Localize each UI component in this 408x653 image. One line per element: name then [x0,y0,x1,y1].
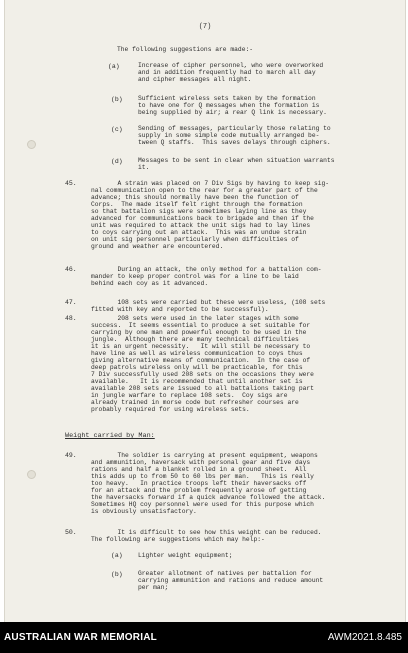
paragraph-line: available. It is recommended that until another set is [91,378,303,385]
paragraph-line: carrying by one man and powerful enough to be used in the [91,329,307,336]
paragraph-line: and ammunition, haversack with personal gear and five days [91,459,311,466]
suggestion-line: Lighter weight equipment; [138,552,233,559]
suggestion-line: being supplied by air; a rear Q link is necessary. [138,109,327,116]
paragraph-line: is obviously unsatisfactory. [91,508,197,515]
suggestion-line: and in addition frequently had to march all day [138,69,316,76]
suggestion-line: carrying ammunition and rations and reduce amount [138,577,324,584]
paragraph-number: 47. [65,299,77,306]
intro-text: The following suggestions are made:- [117,46,254,53]
section-heading: Weight carried by Man: [65,432,155,440]
suggestion-line: supply in some simple code mutually arranged be- [138,132,320,139]
suggestion-line: Increase of cipher personnel, who were overworked [138,62,324,69]
paragraph-line: have line as well as wireless communication to coys thus [91,350,303,357]
paragraph-line: A strain was placed on 7 Div Sigs by having to keep sig- [91,180,330,187]
suggestion-tag: (a) [108,63,120,70]
suggestion-tag: (b) [111,96,123,103]
archive-reference: AWM2021.8.485 [327,632,402,643]
paragraph-line: already trained in morse code but refresher courses are [91,399,299,406]
paragraph-line: fitted with key and reported to be successful). [91,306,269,313]
archive-footer-bar [0,622,408,653]
paragraph-line: in jungle warfare to replace 108 sets. Coy sigs are [91,392,288,399]
suggestion-tag: (b) [111,571,123,578]
paragraph-line: so that battalion sigs were sometimes laying line as they [91,208,307,215]
paragraph-line: It is difficult to see how this weight can be reduced. [91,529,322,536]
page-number: (7) [198,23,212,31]
suggestion-line: Sending of messages, particularly those relating to [138,125,331,132]
suggestion-tag: (c) [111,126,123,133]
suggestion-line: to have one for Q messages when the formation is [138,102,320,109]
paragraph-line: 7 Div successfully used 208 sets on the occasions they were [91,371,314,378]
paragraph-line: success. It seems essential to produce a set suitable for [91,322,311,329]
paragraph-line: too heavy. In practice troops left their haversacks off [91,480,307,487]
paragraph-line: rations and half a blanket rolled in a ground sheet. All [91,466,307,473]
paragraph-line: The soldier is carrying at present equipment, weapons [91,452,318,459]
paragraph-line: it is an urgent necessity. It will still be necessary to [91,343,311,350]
suggestion-line: Messages to be sent in clear when situation warrants [138,157,335,164]
archive-name: AUSTRALIAN WAR MEMORIAL [4,632,157,643]
paragraph-line: advance; this should normally have been the function of [91,194,299,201]
suggestion-line: per man; [138,584,169,591]
punch-hole [27,470,36,479]
paragraph-line: deep patrols wireless only will be practicable, for this [91,364,303,371]
paragraph-line: the haversacks forward if a quick advance followed the attack. [91,494,326,501]
paragraph-number: 49. [65,452,77,459]
paragraph-number: 50. [65,529,77,536]
paragraph-number: 46. [65,266,77,273]
paragraph-number: 45. [65,180,77,187]
paragraph-line: available 208 sets are issued to all battalions taking part [91,385,314,392]
paragraph-line: unit was required to attack the unit sigs had to lay lines [91,222,311,229]
suggestion-tag: (a) [111,552,123,559]
paragraph-line: this adds up to from 50 to 60 lbs per man. This is really [91,473,314,480]
paragraph-line: The following are suggestions which may help:- [91,536,265,543]
paragraph-line: ground and weather are encountered. [91,243,224,250]
document-page [4,0,406,622]
paragraph-number: 48. [65,315,77,322]
paragraph-line: to coys carrying out an attack. This was an undue strain [91,229,307,236]
paragraph-line: giving alternative means of communication. In the case of [91,357,311,364]
paragraph-line: for an attack and the problem frequently arose of getting [91,487,307,494]
paragraph-line: Sometimes HQ coy personnel were used for this purpose which [91,501,314,508]
suggestion-line: and cipher messages all night. [138,76,252,83]
paragraph-line: 108 sets were carried but these were useless, (108 sets [91,299,326,306]
punch-hole [27,140,36,149]
paragraph-line: on unit sig personnel particularly when difficulties of [91,236,299,243]
paragraph-line: jungle. Although there are many technical difficulties [91,336,299,343]
suggestion-line: tween Q staffs. This saves delays through ciphers. [138,139,331,146]
paragraph-line: 208 sets were used in the later stages with some [91,315,299,322]
suggestion-line: it. [138,164,150,171]
paragraph-line: mander to keep proper control was for a line to be laid [91,273,299,280]
suggestion-line: Sufficient wireless sets taken by the formation [138,95,316,102]
paragraph-line: During an attack, the only method for a battalion com- [91,266,322,273]
suggestion-tag: (d) [111,158,123,165]
paragraph-line: advanced for communications back to brigade and then if the [91,215,314,222]
paragraph-line: Corps. The made itself felt right through the formation [91,201,303,208]
paragraph-line: probably required for using wireless sets. [91,406,250,413]
suggestion-line: Greater allotment of natives per battalion for [138,570,312,577]
paragraph-line: nal communication open to the rear for a greater part of the [91,187,318,194]
paragraph-line: behind each coy as it advanced. [91,280,209,287]
